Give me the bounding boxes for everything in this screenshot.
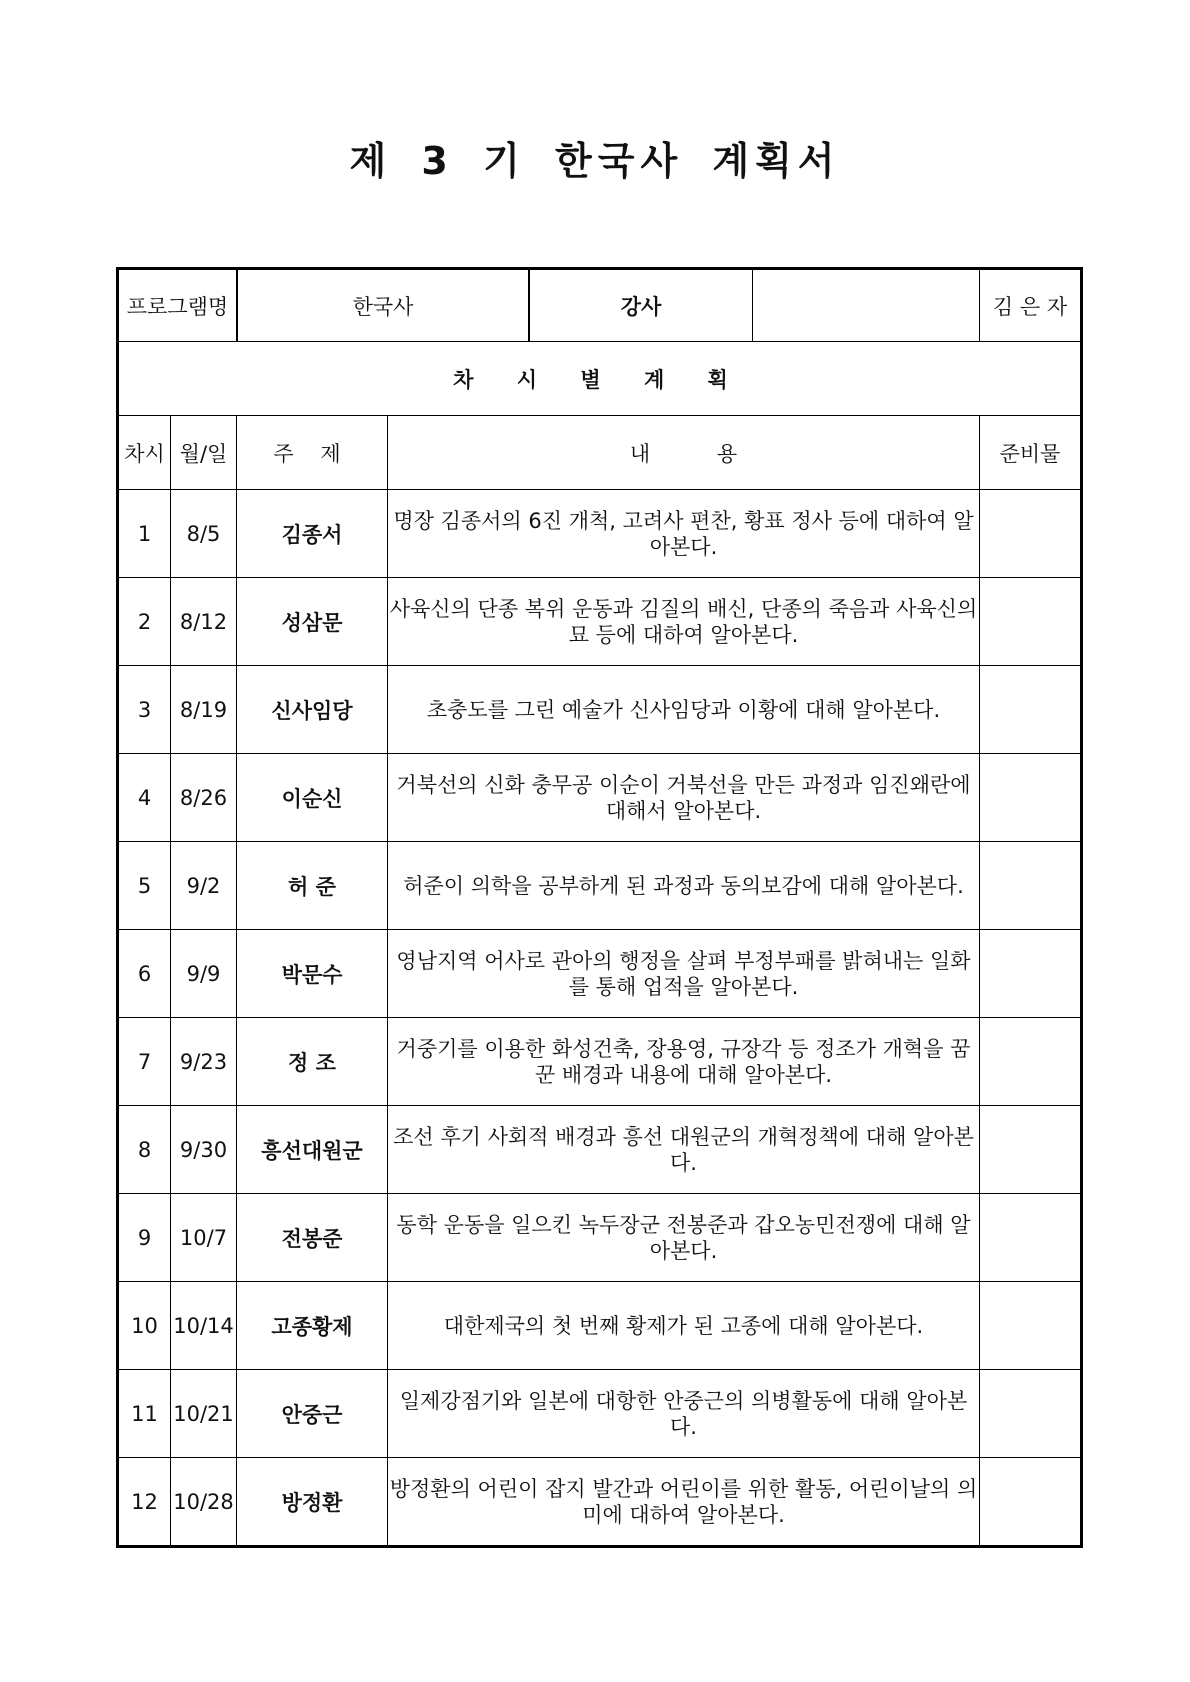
session-content: 거중기를 이용한 화성건축, 장용영, 규장각 등 정조가 개혁을 꿈꾼 배경과 내용에 대해 알아본다. <box>388 1018 980 1106</box>
col-date-header: 월/일 <box>171 416 237 490</box>
session-content: 명장 김종서의 6진 개척, 고려사 편찬, 황표 정사 등에 대하여 알아본다. <box>388 490 980 578</box>
session-date: 10/14 <box>171 1282 237 1370</box>
session-number: 1 <box>118 490 171 578</box>
program-info-inner <box>237 269 980 342</box>
session-content: 방정환의 어린이 잡지 발간과 어린이를 위한 활동, 어린이날의 의미에 대하여 알아본다. <box>388 1458 980 1547</box>
session-topic: 전봉준 <box>237 1194 388 1282</box>
session-date: 9/23 <box>171 1018 237 1106</box>
session-number: 12 <box>118 1458 171 1547</box>
session-date: 10/21 <box>171 1370 237 1458</box>
column-header-row <box>118 416 1082 490</box>
session-materials <box>980 578 1082 666</box>
session-date: 9/2 <box>171 842 237 930</box>
session-content: 대한제국의 첫 번째 황제가 된 고종에 대해 알아본다. <box>388 1282 980 1370</box>
instructor-label: 강사 <box>529 270 753 341</box>
session-date: 8/12 <box>171 578 237 666</box>
session-number: 3 <box>118 666 171 754</box>
page-title: 제 3 기 한국사 계획서 <box>349 139 841 183</box>
session-materials <box>980 1458 1082 1547</box>
session-materials <box>980 1018 1082 1106</box>
session-date: 8/5 <box>171 490 237 578</box>
session-date: 8/26 <box>171 754 237 842</box>
session-row <box>118 1106 1082 1194</box>
session-materials <box>980 1370 1082 1458</box>
session-row <box>118 754 1082 842</box>
program-info-row <box>118 269 1082 342</box>
instructor-spacer <box>753 270 980 341</box>
session-number: 7 <box>118 1018 171 1106</box>
session-row <box>118 1018 1082 1106</box>
session-date: 10/28 <box>171 1458 237 1547</box>
session-content: 조선 후기 사회적 배경과 흥선 대원군의 개혁정책에 대해 알아본다. <box>388 1106 980 1194</box>
session-content: 허준이 의학을 공부하게 된 과정과 동의보감에 대해 알아본다. <box>388 842 980 930</box>
session-row <box>118 1458 1082 1547</box>
session-content: 동학 운동을 일으킨 녹두장군 전봉준과 갑오농민전쟁에 대해 알아본다. <box>388 1194 980 1282</box>
session-content: 일제강점기와 일본에 대항한 안중근의 의병활동에 대해 알아본다. <box>388 1370 980 1458</box>
plan-table <box>116 267 1083 1548</box>
session-row <box>118 666 1082 754</box>
session-row <box>118 578 1082 666</box>
session-number: 11 <box>118 1370 171 1458</box>
program-info-subtable <box>237 270 979 341</box>
session-number: 2 <box>118 578 171 666</box>
session-topic: 안중근 <box>237 1370 388 1458</box>
session-materials <box>980 842 1082 930</box>
session-materials <box>980 1194 1082 1282</box>
session-materials <box>980 666 1082 754</box>
session-number: 4 <box>118 754 171 842</box>
session-materials <box>980 930 1082 1018</box>
session-date: 8/19 <box>171 666 237 754</box>
session-topic: 김종서 <box>237 490 388 578</box>
program-value: 한국사 <box>238 270 530 341</box>
session-row <box>118 1370 1082 1458</box>
session-content: 거북선의 신화 충무공 이순이 거북선을 만든 과정과 임진왜란에 대해서 알아본다. <box>388 754 980 842</box>
session-row <box>118 1282 1082 1370</box>
session-content: 영남지역 어사로 관아의 행정을 살펴 부정부패를 밝혀내는 일화를 통해 업적을 알아본다. <box>388 930 980 1018</box>
session-materials <box>980 1282 1082 1370</box>
session-row <box>118 842 1082 930</box>
session-materials <box>980 490 1082 578</box>
program-info-subrow <box>238 270 980 341</box>
session-number: 9 <box>118 1194 171 1282</box>
plan-table-body <box>118 269 1082 1547</box>
instructor-value: 김 은 자 <box>980 269 1082 342</box>
col-materials-header: 준비물 <box>980 416 1082 490</box>
session-content: 사육신의 단종 복위 운동과 김질의 배신, 단종의 죽음과 사육신의 묘 등에 대하여 알아본다. <box>388 578 980 666</box>
session-topic: 신사임당 <box>237 666 388 754</box>
session-date: 9/9 <box>171 930 237 1018</box>
session-topic: 성삼문 <box>237 578 388 666</box>
col-topic-header: 주 제 <box>237 416 388 490</box>
session-topic: 허 준 <box>237 842 388 930</box>
col-session-header: 차시 <box>118 416 171 490</box>
session-number: 10 <box>118 1282 171 1370</box>
session-row <box>118 490 1082 578</box>
session-content: 초충도를 그린 예술가 신사임당과 이황에 대해 알아본다. <box>388 666 980 754</box>
section-row <box>118 342 1082 416</box>
program-label: 프로그램명 <box>118 269 237 342</box>
session-row <box>118 1194 1082 1282</box>
session-number: 8 <box>118 1106 171 1194</box>
session-topic: 이순신 <box>237 754 388 842</box>
session-topic: 고종황제 <box>237 1282 388 1370</box>
session-date: 9/30 <box>171 1106 237 1194</box>
session-topic: 정 조 <box>237 1018 388 1106</box>
session-materials <box>980 1106 1082 1194</box>
col-content-header: 내 용 <box>388 416 980 490</box>
session-number: 6 <box>118 930 171 1018</box>
section-title: 차 시 별 계 획 <box>118 342 1082 416</box>
session-row <box>118 930 1082 1018</box>
session-materials <box>980 754 1082 842</box>
session-topic: 흥선대원군 <box>237 1106 388 1194</box>
session-number: 5 <box>118 842 171 930</box>
session-date: 10/7 <box>171 1194 237 1282</box>
session-topic: 방정환 <box>237 1458 388 1547</box>
session-topic: 박문수 <box>237 930 388 1018</box>
